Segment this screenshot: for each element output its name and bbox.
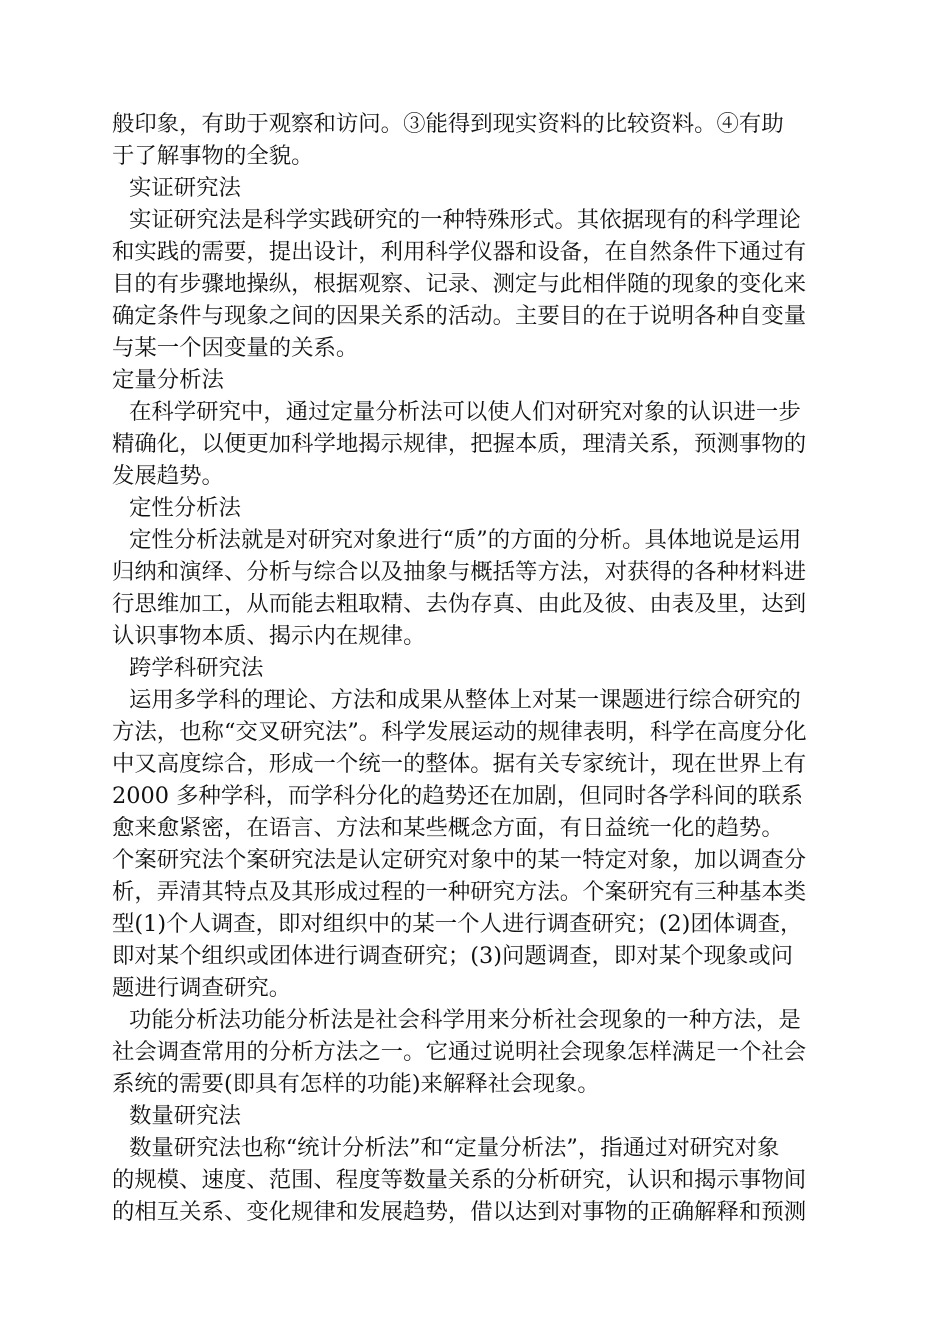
text-line: 行思维加工，从而能去粗取精、去伪存真、由此及彼、由表及里，达到: [112, 591, 807, 617]
text-line: 认识事物本质、揭示内在规律。: [112, 623, 426, 649]
text-line: 数量研究法也称“统计分析法”和“定量分析法”，指通过对研究对象: [129, 1135, 780, 1161]
text-line: 在科学研究中，通过定量分析法可以使人们对研究对象的认识进一步: [129, 399, 801, 425]
document-page: [112, 108, 840, 1228]
text-line: 个案研究法个案研究法是认定研究对象中的某一特定对象，加以调查分: [112, 847, 807, 873]
text-line: 运用多学科的理论、方法和成果从整体上对某一课题进行综合研究的: [129, 687, 801, 713]
text-line: 与某一个因变量的关系。: [112, 335, 359, 361]
text-line: 目的有步骤地操纵，根据观察、记录、测定与此相伴随的现象的变化来: [112, 271, 807, 297]
text-line: 的规模、速度、范围、程度等数量关系的分析研究，认识和揭示事物间: [112, 1167, 807, 1193]
text-line: 系统的需要(即具有怎样的功能)来解释社会现象。: [112, 1071, 600, 1097]
text-line: 精确化，以便更加科学地揭示规律，把握本质，理清关系，预测事物的: [112, 431, 807, 457]
text-line: 的相互关系、变化规律和发展趋势，借以达到对事物的正确解释和预测: [112, 1199, 807, 1225]
text-line: 定性分析法就是对研究对象进行“质”的方面的分析。具体地说是运用: [129, 527, 802, 553]
text-line: 即对某个组织或团体进行调查研究；(3)问题调查，即对某个现象或问: [112, 943, 794, 969]
text-line: 归纳和演绎、分析与综合以及抽象与概括等方法，对获得的各种材料进: [112, 559, 807, 585]
text-line: 于了解事物的全貌。: [112, 143, 314, 169]
text-line: 析，弄清其特点及其形成过程的一种研究方法。个案研究有三种基本类: [112, 879, 807, 905]
text-line: 实证研究法: [129, 175, 241, 201]
text-line: 数量研究法: [129, 1103, 241, 1129]
text-line: 实证研究法是科学实践研究的一种特殊形式。其依据现有的科学理论: [129, 207, 801, 233]
text-line: 方法，也称“交叉研究法”。科学发展运动的规律表明，科学在高度分化: [112, 719, 807, 745]
text-line: 和实践的需要，提出设计，利用科学仪器和设备，在自然条件下通过有: [112, 239, 807, 265]
text-line: 中又高度综合，形成一个统一的整体。据有关专家统计，现在世界上有: [112, 751, 807, 777]
text-line: 愈来愈紧密，在语言、方法和某些概念方面，有日益统一化的趋势。: [112, 815, 784, 841]
text-line: 般印象，有助于观察和访问。③能得到现实资料的比较资料。④有助: [112, 111, 784, 137]
text-line: 社会调查常用的分析方法之一。它通过说明社会现象怎样满足一个社会: [112, 1039, 807, 1065]
text-line: 跨学科研究法: [129, 655, 264, 681]
text-line: 题进行调查研究。: [112, 975, 292, 1001]
text-line: 2000 多种学科，而学科分化的趋势还在加剧，但同时各学科间的联系: [112, 783, 804, 809]
text-line: 型(1)个人调查，即对组织中的某一个人进行调查研究；(2)团体调查，: [112, 911, 803, 937]
text-line: 定量分析法: [112, 367, 224, 393]
text-line: 功能分析法功能分析法是社会科学用来分析社会现象的一种方法，是: [129, 1007, 801, 1033]
text-line: 确定条件与现象之间的因果关系的活动。主要目的在于说明各种自变量: [112, 303, 807, 329]
text-line: 定性分析法: [129, 495, 241, 521]
text-line: 发展趋势。: [112, 463, 224, 489]
